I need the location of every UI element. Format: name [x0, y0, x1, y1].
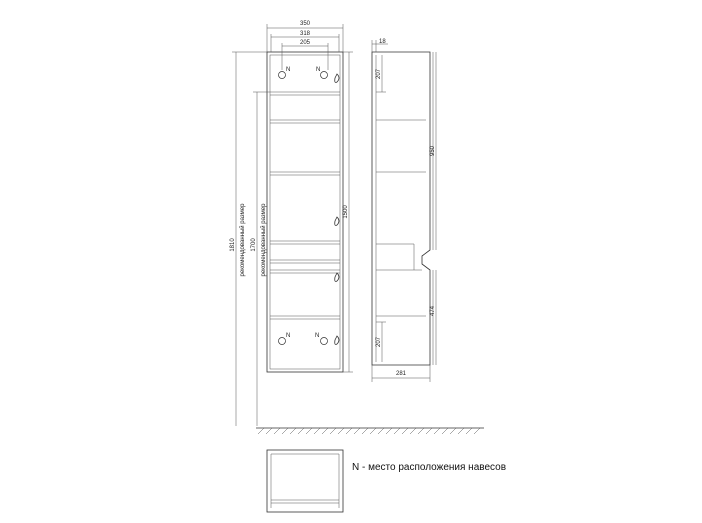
- door-handle-icon: [335, 273, 339, 282]
- dimension-height-total: 1500: [343, 205, 349, 219]
- front-cabinet-outline: [267, 52, 343, 372]
- hinge-label: N: [286, 67, 291, 73]
- recommended-label: рекомендованный размер: [261, 203, 267, 277]
- door-handle-icon: [335, 74, 339, 83]
- dimension-mount-height: 1810: [230, 238, 236, 252]
- door-handle-icon: [335, 217, 339, 226]
- dimension-upper-height: 950: [430, 145, 436, 157]
- front-cabinet-inner: [270, 55, 340, 369]
- dimension-width-total: 350: [299, 21, 311, 27]
- legend-note: N - место расположения навесов: [352, 462, 507, 473]
- dimension-hinge-spacing: 205: [299, 40, 311, 46]
- dimension-bottom-hinge-offset: 207: [376, 336, 382, 348]
- hinge-label: N: [315, 333, 320, 339]
- top-view: [267, 450, 343, 512]
- hinge-label: N: [316, 67, 321, 73]
- side-view: [372, 39, 436, 382]
- dimension-recommended: 1700: [251, 238, 257, 252]
- dimension-top-hinge-offset: 207: [376, 68, 382, 80]
- recommended-label: рекомендованный размер: [240, 203, 246, 277]
- top-view-outline: [267, 450, 343, 512]
- floor-line: [256, 428, 484, 434]
- hinge-mount-icon: [279, 338, 286, 345]
- dimension-width-inner: 318: [299, 31, 311, 37]
- hinge-label: N: [286, 333, 291, 339]
- front-view: [230, 21, 353, 426]
- side-cabinet-outline: [372, 52, 430, 365]
- dimension-back-thickness: 18: [379, 39, 386, 45]
- hinge-mount-icon: [321, 338, 328, 345]
- dimension-lower-height: 474: [430, 305, 436, 317]
- door-handle-icon: [335, 336, 339, 345]
- hinge-mount-icon: [279, 72, 286, 79]
- hinge-mount-icon: [321, 72, 328, 79]
- dimension-depth: 281: [395, 371, 407, 377]
